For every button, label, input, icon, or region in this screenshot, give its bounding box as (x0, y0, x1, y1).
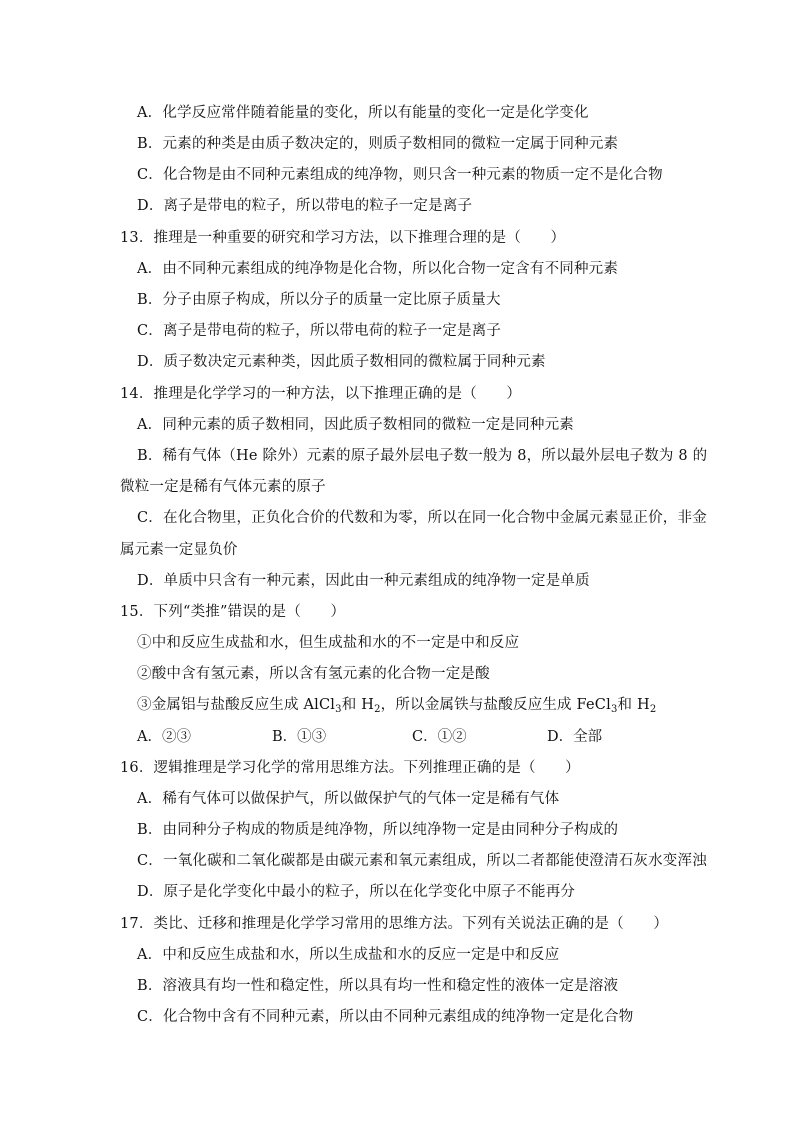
q15-stem: 15．下列“类推”错误的是（ ） (120, 604, 346, 620)
q13-option-c: C．离子是带电荷的粒子，所以带电荷的粒子一定是离子 (137, 323, 502, 339)
q15-s3-sub-3b: 3 (610, 704, 618, 715)
q16-stem: 16．逻辑推理是学习化学的常用思维方法。下列推理正确的是（ ） (120, 760, 580, 776)
q14-option-d: D．单质中只含有一种元素，因此由一种元素组成的纯净物一定是单质 (137, 573, 590, 589)
q13-stem: 13．推理是一种重要的研究和学习方法，以下推理合理的是（ ） (120, 230, 566, 246)
q13-option-b: B．分子由原子构成，所以分子的质量一定比原子质量大 (137, 292, 501, 308)
q17-option-c: C．化合物中含有不同种元素，所以由不同种元素组成的纯净物一定是化合物 (137, 1009, 634, 1025)
q17-stem: 17．类比、迁移和推理是化学学习常用的思维方法。下列有关说法正确的是（ ） (120, 916, 669, 932)
q15-s3-sub-2a: 2 (374, 704, 381, 715)
q16-option-a: A．稀有气体可以做保护气，所以做保护气的气体一定是稀有气体 (137, 791, 560, 807)
q14-option-c-line1: C．在化合物里，正负化合价的代数和为零，所以在同一化合物中金属元素显正价，非金 (137, 510, 707, 526)
q15-s3-text-a: ③金属铝与盐酸反应生成 AlCl (137, 697, 336, 713)
q13-option-d: D．质子数决定元素种类，因此质子数相同的微粒属于同种元素 (137, 354, 546, 370)
q13-option-a: A．由不同种元素组成的纯净物是化合物，所以化合物一定含有不同种元素 (137, 261, 619, 277)
q15-option-a: A．②③ (137, 729, 191, 745)
q14-stem: 14．推理是化学学习的一种方法，以下推理正确的是（ ） (120, 386, 522, 402)
q12-option-d: D．离子是带电的粒子，所以带电的粒子一定是离子 (137, 198, 473, 214)
q15-statement-1: ①中和反应生成盐和水，但生成盐和水的不一定是中和反应 (137, 635, 520, 651)
q15-s3-text-e: ，所以金属铁与盐酸反应生成 FeCl (380, 697, 611, 713)
q17-option-a: A．中和反应生成盐和水，所以生成盐和水的反应一定是中和反应 (137, 947, 560, 963)
q14-option-b-line1: B．稀有气体（He 除外）元素的原子最外层电子数一般为 8，所以最外层电子数为 8 的 (137, 448, 708, 464)
q17-option-b: B．溶液具有均一性和稳定性，所以具有均一性和稳定性的液体一定是溶液 (137, 978, 619, 994)
q15-option-c: C．①② (412, 729, 467, 745)
q12-option-c: C．化合物是由不同种元素组成的纯净物，则只含一种元素的物质一定不是化合物 (137, 167, 663, 183)
q16-option-b: B．由同种分子构成的物质是纯净物，所以纯净物一定是由同种分子构成的 (137, 822, 619, 838)
q14-option-c-line2: 属元素一定显负价 (120, 542, 238, 558)
q15-option-b: B．①③ (272, 729, 327, 745)
q16-option-d: D．原子是化学变化中最小的粒子，所以在化学变化中原子不能再分 (137, 884, 576, 900)
q12-option-a: A．化学反应常伴随着能量的变化，所以有能量的变化一定是化学变化 (137, 105, 589, 121)
q12-option-b: B．元素的种类是由质子数决定的，则质子数相同的微粒一定属于同种元素 (137, 136, 619, 152)
q15-s3-sub-2b: 2 (649, 704, 657, 715)
q14-option-b-line2: 微粒一定是稀有气体元素的原子 (120, 479, 326, 495)
q15-statement-2: ②酸中含有氢元素，所以含有氢元素的化合物一定是酸 (137, 666, 490, 682)
q15-s3-sub-3a: 3 (335, 704, 342, 715)
q14-option-a: A．同种元素的质子数相同，因此质子数相同的微粒一定是同种元素 (137, 417, 574, 433)
q15-s3-text-c: 和 H (341, 697, 375, 713)
q15-s3-text-g: 和 H (617, 697, 650, 713)
q16-option-c: C．一氧化碳和二氧化碳都是由碳元素和氧元素组成，所以二者都能使澄清石灰水变浑浊 (137, 853, 707, 869)
q15-option-d: D．全部 (547, 729, 603, 745)
q15-statement-3 (137, 695, 656, 715)
